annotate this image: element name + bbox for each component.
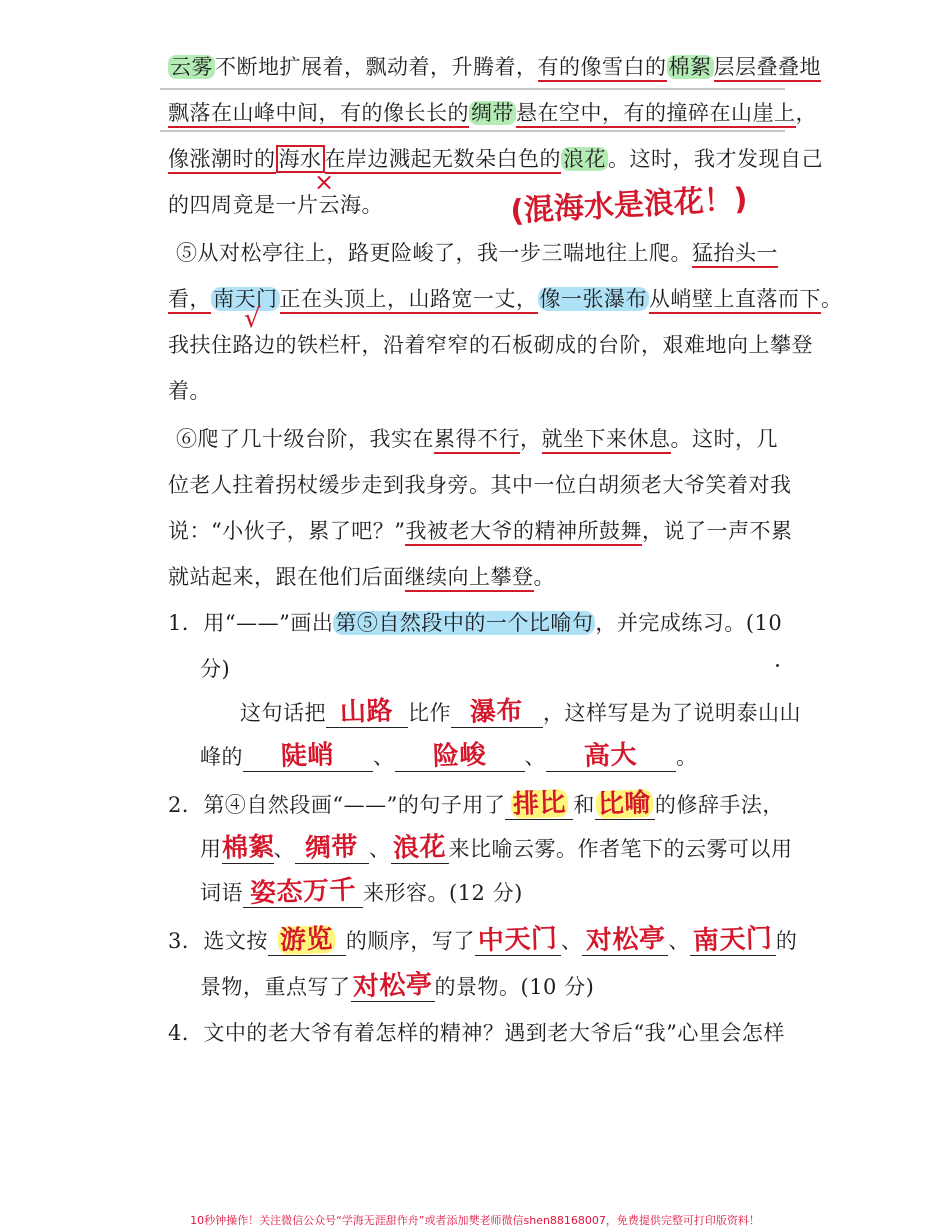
answer-blank[interactable] (546, 742, 676, 772)
underlined-run: 有的像长长的 (340, 101, 469, 128)
answer-blank[interactable] (505, 790, 573, 820)
underlined-run: 层层叠叠地 (714, 55, 822, 82)
highlight-langhua: 浪花 (563, 147, 606, 171)
handwritten-answer: 比喻 (597, 788, 652, 820)
answer-blank[interactable] (243, 742, 373, 772)
text-run: 、 (524, 745, 546, 769)
passage-p4-line3 (168, 144, 823, 174)
highlight-mianxu: 棉絮 (668, 55, 712, 79)
answer-blank[interactable] (451, 698, 543, 728)
answer-blank[interactable] (475, 923, 561, 957)
text-run: 景物，重点写了 (200, 975, 351, 999)
footer-promo-text: 10秒钟操作！关注微信公众号“学海无涯甜作舟”或者添加樊老师微信shen88168007，免费提供完整可打印版资料！ (190, 1214, 760, 1227)
text-run: 说：“小伙子，累了吧？” (168, 519, 406, 543)
handwritten-answer: 陡峭 (280, 740, 336, 772)
text-run: ，并完成练习。(10 (595, 611, 783, 635)
underlined-run: 像涨潮时的 (168, 147, 276, 174)
ruled-line (160, 130, 785, 132)
text-run: ⑤从对松亭往上，路更险峻了，我一步三喘地往上爬。 (176, 241, 692, 265)
text-run: 、 (273, 837, 295, 861)
underlined-run: 从峭壁上直落而下 (649, 287, 821, 314)
text-run: 选文按 (203, 929, 268, 953)
text-run: ， (520, 427, 542, 451)
handwritten-answer: 对松亭 (352, 969, 433, 1003)
highlight-pubu: 像一张瀑布 (539, 287, 647, 311)
handwritten-answer: 绸带 (304, 832, 360, 864)
text-run: 和 (573, 793, 595, 817)
highlight-q1: 第⑤自然段中的一个比喻句 (335, 611, 594, 635)
answer-blank[interactable] (395, 742, 525, 772)
text-run: 的 (775, 929, 798, 953)
question-2 (168, 790, 784, 820)
text-run: 文中的老大爷有着怎样的精神？遇到老大爷后“我”心里会怎样 (203, 1021, 785, 1045)
question-1-fill1 (240, 698, 801, 728)
underlined-run: 有的像雪白的 (538, 55, 667, 82)
handwritten-answer: 中天门 (477, 923, 559, 957)
text-run: 用 (200, 837, 222, 861)
text-run: 来形容。(12 分) (363, 881, 523, 905)
underlined-run: 继续向上攀登 (405, 565, 534, 592)
question-2-cont (200, 834, 793, 864)
question-number: 3． (168, 929, 204, 953)
question-number: 1． (168, 611, 204, 635)
text-run: 的四周竟是一片云海。 (168, 193, 383, 217)
text-run: 这句话把 (240, 701, 326, 725)
underlined-run: 我被老大爷的精神所鼓舞 (405, 519, 642, 546)
text-run: 、 (560, 929, 583, 953)
passage-p5-line1 (176, 238, 778, 268)
passage-p5-line3 (168, 330, 813, 360)
handwritten-answer: 瀑布 (469, 696, 525, 728)
question-number: 2． (168, 793, 204, 817)
underlined-run: 悬在空中， (516, 101, 624, 128)
passage-p4-line2 (168, 98, 817, 128)
question-1-fill2 (200, 742, 698, 772)
text-run: 分) (200, 657, 231, 681)
text-run: 我扶住路边的铁栏杆，沿着窄窄的石板砌成的台阶，艰难地向上攀登 (168, 333, 813, 357)
text-run: 不断地扩展着，飘动着，升腾着， (215, 55, 538, 79)
passage-p5-line2 (168, 284, 843, 314)
underlined-run: 就坐下来休息 (542, 427, 671, 454)
text-run: 、 (668, 929, 690, 953)
text-run: 比作 (408, 701, 451, 725)
answer-blank[interactable] (690, 923, 776, 957)
handwritten-answer: 棉絮 (220, 832, 276, 864)
answer-blank[interactable] (268, 926, 346, 956)
handwritten-answer: 山路 (339, 696, 395, 728)
question-3 (168, 923, 798, 957)
handwritten-answer: 对松亭 (585, 923, 666, 957)
underlined-run: 看， (168, 287, 211, 314)
passage-p6-line4 (168, 562, 555, 592)
text-run: 就站起来，跟在他们后面 (168, 565, 405, 589)
passage-p4-line4 (168, 190, 383, 220)
answer-blank[interactable] (391, 834, 449, 864)
text-run: 着。 (168, 379, 211, 403)
text-run: 。 (676, 745, 698, 769)
underlined-run: 累得不行 (434, 427, 520, 454)
handwritten-answer: 高大 (583, 740, 639, 772)
answer-blank[interactable] (582, 923, 668, 957)
handwritten-answer: 排比 (512, 788, 567, 820)
text-run: 词语 (200, 881, 243, 905)
red-check-mark: √ (244, 304, 261, 334)
highlight-choudai: 绸带 (471, 101, 514, 125)
underlined-run: 在岸边溅起无数朵白色的 (325, 147, 562, 174)
passage-p6-line3 (168, 516, 792, 546)
handwritten-answer: 游览 (279, 924, 334, 956)
text-run: ，这样写是为了说明泰山山 (543, 701, 801, 725)
handwritten-answer: 姿态万千 (249, 875, 357, 909)
ink-dot (776, 664, 779, 667)
passage-p5-line4 (168, 376, 211, 406)
answer-blank[interactable] (326, 698, 408, 728)
question-4 (168, 1018, 785, 1048)
text-run: 。这时，几 (670, 427, 778, 451)
question-1 (168, 608, 782, 638)
text-run: 。 (533, 565, 555, 589)
text-run: ， (795, 101, 817, 125)
passage-p6-line2 (168, 470, 792, 500)
text-run: 来比喻云雾。作者笔下的云雾可以用 (448, 837, 793, 861)
text-run: 、 (369, 837, 391, 861)
text-run: 。这时，我才发现自己 (608, 147, 823, 171)
text-run: 的景物。(10 分) (434, 975, 595, 999)
question-3-cont (200, 969, 595, 1003)
question-number: 4． (168, 1021, 204, 1045)
text-run: 峰的 (200, 745, 243, 769)
text-run: 。 (821, 287, 843, 311)
passage-p4-line1 (168, 52, 821, 82)
text-run: 位老人拄着拐杖缓步走到我身旁。其中一位白胡须老大爷笑着对我 (168, 473, 792, 497)
answer-blank[interactable] (595, 790, 655, 820)
handwritten-answer: 险峻 (432, 740, 487, 772)
underlined-run: 猛抬头一 (692, 241, 778, 268)
text-run: ，说了一声不累 (641, 519, 793, 543)
answer-blank[interactable] (222, 834, 274, 864)
highlight-yunwu: 云雾 (170, 55, 213, 79)
answer-blank[interactable] (351, 969, 435, 1003)
text-run: 第④自然段画“——”的句子用了 (203, 793, 506, 817)
text-run: 的顺序，写了 (345, 929, 475, 953)
handwritten-answer: 浪花 (392, 832, 447, 864)
underlined-run: 有的撞碎在山崖上 (624, 101, 796, 128)
underlined-run: 正在头顶上，山路宽一丈， (280, 287, 538, 314)
red-cross-mark: × (314, 168, 335, 196)
answer-blank[interactable] (295, 834, 369, 864)
passage-p6-line1 (176, 424, 778, 454)
question-2-cont2 (200, 875, 523, 909)
text-run: 、 (373, 745, 395, 769)
handwritten-answer: 南天门 (692, 923, 774, 957)
question-1-cont (200, 654, 230, 684)
ruled-line (160, 88, 785, 90)
text-run: 的修辞手法， (654, 793, 784, 817)
boxed-haishui: 海水 (276, 145, 325, 173)
handwritten-note: (混海水是浪花！) (509, 181, 749, 230)
answer-blank[interactable] (243, 875, 363, 909)
underlined-run: 飘落在山峰中间， (168, 101, 340, 128)
highlight-nantianmen: 南天门 (213, 287, 278, 311)
text-run: ⑥爬了几十级台阶，我实在 (176, 427, 434, 451)
text-run: 用“——”画出 (203, 611, 334, 635)
